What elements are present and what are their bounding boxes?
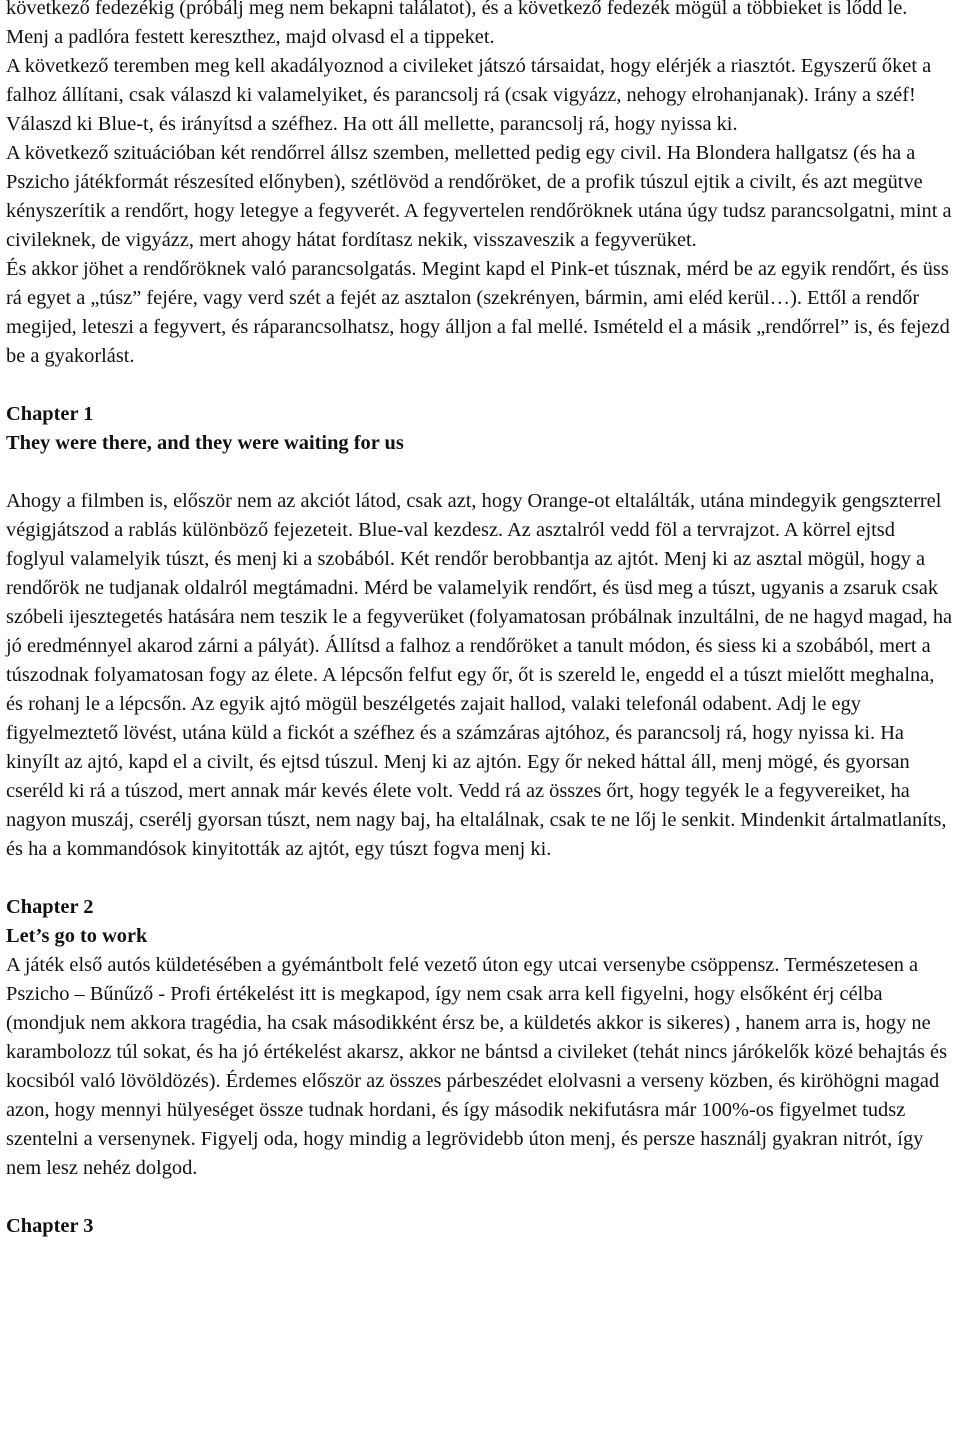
intro-paragraph-2: A következő teremben meg kell akadályoznod a civileket játszó társaidat, hogy elérjék a riasztót. Egyszerű őket a falhoz állítani, csak válaszd ki valamelyiket, és parancsolj rá (csak vigyázz, nehogy elrohanjanak). Irány a széf! Válaszd ki Blue-t, és irányítsd a széfhez. Ha ott áll mellette, parancsolj rá, hogy nyissa ki.	[6, 55, 932, 135]
section-spacer	[6, 371, 954, 400]
intro-paragraph-4: És akkor jöhet a rendőröknek való parancsolgatás. Megint kapd el Pink-et túsznak, mérd be az egyik rendőrt, és üss rá egyet a „túsz” fejére, vagy verd szét a fejét az asztalon (szekrényen, bármin, ami eléd kerül…). Ettől a rendőr megijed, leteszi a fegyvert, és ráparancsolhatsz, hogy álljon a fal mellé. Ismételd el a másik „rendőrrel” is, és fejezd be a gyakorlást.	[6, 258, 950, 367]
chapter-2-title: Let’s go to work	[6, 925, 148, 947]
intro-paragraph-3: A következő szituációban két rendőrrel állsz szemben, melletted pedig egy civil. Ha Blondera hallgatsz (és ha a Pszicho játékformát részesíted előnyben), szétlövöd a rendőröket, de a profik túszul ejtik a civilt, és azt megütve kényszerítik a rendőrt, hogy letegye a fegyverét. A fegyvertelen rendőröknek utána úgy tudsz parancsolgatni, mint a civileknek, de vigyázz, mert ahogy hátat fordítasz nekik, visszaveszik a fegyverüket.	[6, 142, 952, 251]
section-spacer	[6, 864, 954, 893]
section-spacer	[6, 458, 954, 487]
chapter-1-body: Ahogy a filmben is, először nem az akciót látod, csak azt, hogy Orange-ot eltalálták, utána mindegyik gengszterrel végigjátszod a rablás különböző fejezeteit. Blue-val kezdesz. Az asztalról vedd föl a tervrajzot. A körrel ejtsd foglyul valamelyik túszt, és menj ki a szobából. Két rendőr berobbantja az ajtót. Menj ki az asztal mögül, hogy a rendőrök ne tudjanak oldalról megtámadni. Mérd be valamelyik rendőrt, és üsd meg a túszt, ugyanis a zsaruk csak szóbeli ijesztegetés hatására nem teszik le a fegyverüket (folyamatosan próbálnak inzultálni, de ne hagyd magad, ha jó eredménnyel akarod zárni a pályát). Állítsd a falhoz a rendőröket a tanult módon, és siess ki a szobából, mert a túszodnak folyamatosan fogy az élete. A lépcsőn felfut egy őr, őt is szereld le, engedd el a túszt mielőtt meghalna, és rohanj le a lépcsőn. Az egyik ajtó mögül beszélgetés zajait hallod, valaki telefonál odabent. Adj le egy figyelmeztető lövést, utána küld a fickót a széfhez és a számzáras ajtóhoz, és parancsolj rá, hogy nyissa ki. Ha kinyílt az ajtó, kapd el a civilt, és ejtsd túszul. Menj ki az ajtón. Egy őr neked háttal áll, menj mögé, és gyorsan cseréld ki rá a túszod, mert annak már kevés élete volt. Vedd rá az összes őrt, hogy tegyék le a fegyvereiket, ha nagyon muszáj, cserélj gyorsan túszt, nem nagy baj, ha eltalálnak, csak te ne lőj le senkit. Mindenkit ártalmatlaníts, és ha a kommandósok kinyitották az ajtót, egy túszt fogva menj ki.	[6, 490, 953, 860]
chapter-3-label: Chapter 3	[6, 1215, 94, 1237]
section-spacer	[6, 1183, 954, 1212]
chapter-1-title: They were there, and they were waiting for us	[6, 432, 404, 454]
document-page	[6, 0, 954, 1241]
chapter-2-label: Chapter 2	[6, 896, 94, 918]
chapter-2-body: A játék első autós küldetésében a gyémántbolt felé vezető úton egy utcai versenybe csöppensz. Természetesen a Pszicho – Bűnűző - Profi értékelést itt is megkapod, így nem csak arra kell figyelni, hogy elsőként érj célba (mondjuk nem akkora tragédia, ha csak másodikként érsz be, a küldetés akkor is sikeres) , hanem arra is, hogy ne karambolozz túl sokat, és ha jó értékelést akarsz, akkor ne bántsd a civileket (tehát nincs járókelők közé behajtás és kocsiból való lövöldözés). Érdemes először az összes párbeszédet elolvasni a verseny közben, és kiröhögni magad azon, hogy mennyi hülyeséget össze tudnak hordani, és így második nekifutásra már 100%-os figyelmet tudsz szentelni a versenynek. Figyelj oda, hogy mindig a legrövidebb úton menj, és persze használj gyakran nitrót, így nem lesz nehéz dolgod.	[6, 954, 948, 1179]
chapter-1-label: Chapter 1	[6, 403, 94, 425]
intro-paragraph-1: következő fedezékig (próbálj meg nem bekapni találatot), és a következő fedezék mögül a többieket is lődd le. Menj a padlóra festett kereszthez, majd olvasd el a tippeket.	[6, 0, 908, 48]
